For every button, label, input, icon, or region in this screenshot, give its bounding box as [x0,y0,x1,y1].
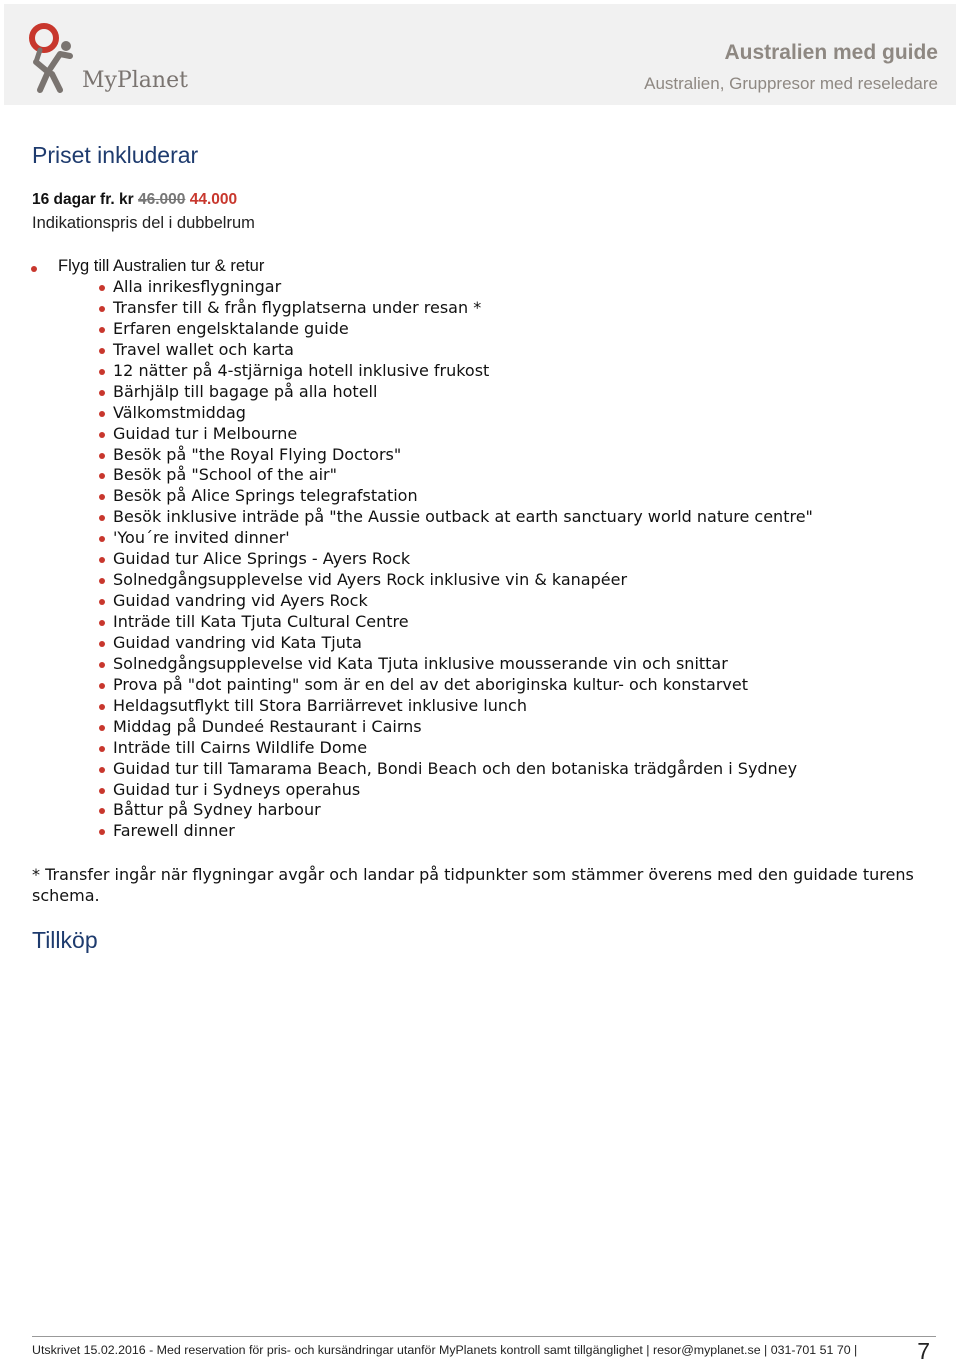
included-list-item: Inträde till Kata Tjuta Cultural Centre [113,612,813,633]
page-number: 7 [917,1338,930,1364]
included-list-item: Guidad tur Alice Springs - Ayers Rock [113,549,813,570]
included-list-item: Travel wallet och karta [113,340,813,361]
included-list-item: Prova på "dot painting" som är en del av det aboriginska kultur- och konstarvet [113,675,813,696]
myplanet-figure-icon [26,18,86,98]
included-list-item: Båttur på Sydney harbour [113,800,813,821]
included-heading: Priset inkluderar [32,142,199,168]
addons-heading: Tillköp [32,927,98,953]
old-price: 46.000 [137,191,186,208]
included-list-item: Guidad tur i Melbourne [113,424,813,445]
included-list-item: Guidad vandring vid Kata Tjuta [113,633,813,654]
included-list-item: Guidad tur i Sydneys operahus [113,780,813,801]
header-subtitle: Australien, Gruppresor med reseledare [644,74,938,93]
included-list-item: Alla inrikesflygningar [113,277,813,298]
included-list-item: 'You´re invited dinner' [113,528,813,549]
included-list-item: Välkomstmiddag [113,403,813,424]
included-list-item: Solnedgångsupplevelse vid Ayers Rock inklusive vin & kanapéer [113,570,813,591]
price-note: Indikationspris del i dubbelrum [32,214,255,232]
footer-text: Utskrivet 15.02.2016 - Med reservation för pris- och kursändringar utanför MyPlanets kontroll samt tillgänglighet | resor@myplanet.se | 031-701 51 70 | [32,1343,858,1357]
included-list-item: Besök på "School of the air" [113,465,813,486]
included-list-item: Inträde till Cairns Wildlife Dome [113,738,813,759]
included-list-item: Heldagsutflykt till Stora Barriärrevet inklusive lunch [113,696,813,717]
header-title: Australien med guide [724,41,938,64]
included-list-item: Guidad vandring vid Ayers Rock [113,591,813,612]
included-list [113,277,813,842]
transfer-footnote: * Transfer ingår när flygningar avgår och landar på tidpunkter som stämmer överens med den guidade turens schema. [32,865,914,905]
included-list-item: Solnedgångsupplevelse vid Kata Tjuta inklusive mousserande vin och snittar [113,654,813,675]
included-list-item: Transfer till & från flygplatserna under resan * [113,298,813,319]
included-list-item: Farewell dinner [113,821,813,842]
included-list-item: Bärhjälp till bagage på alla hotell [113,382,813,403]
included-list-item: Besök på Alice Springs telegrafstation [113,486,813,507]
price-line [32,191,237,209]
included-list-item: Middag på Dundeé Restaurant i Cairns [113,717,813,738]
new-price: 44.000 [189,191,238,208]
included-list-item: 12 nätter på 4-stjärniga hotell inklusive frukost [113,361,813,382]
included-list-item: Besök på "the Royal Flying Doctors" [113,445,813,466]
included-list-item: Besök inklusive inträde på "the Aussie outback at earth sanctuary world nature centre" [113,507,813,527]
included-list-item: Erfaren engelsktalande guide [113,319,813,340]
footer-divider [32,1336,936,1337]
page-header [4,4,956,105]
included-top-item: Flyg till Australien tur & retur [58,257,265,275]
logo-text: MyPlanet [82,68,188,93]
included-list-item: Guidad tur till Tamarama Beach, Bondi Beach och den botaniska trädgården i Sydney [113,759,813,780]
myplanet-logo[interactable] [26,18,188,98]
price-prefix: 16 dagar fr. kr [32,191,138,208]
